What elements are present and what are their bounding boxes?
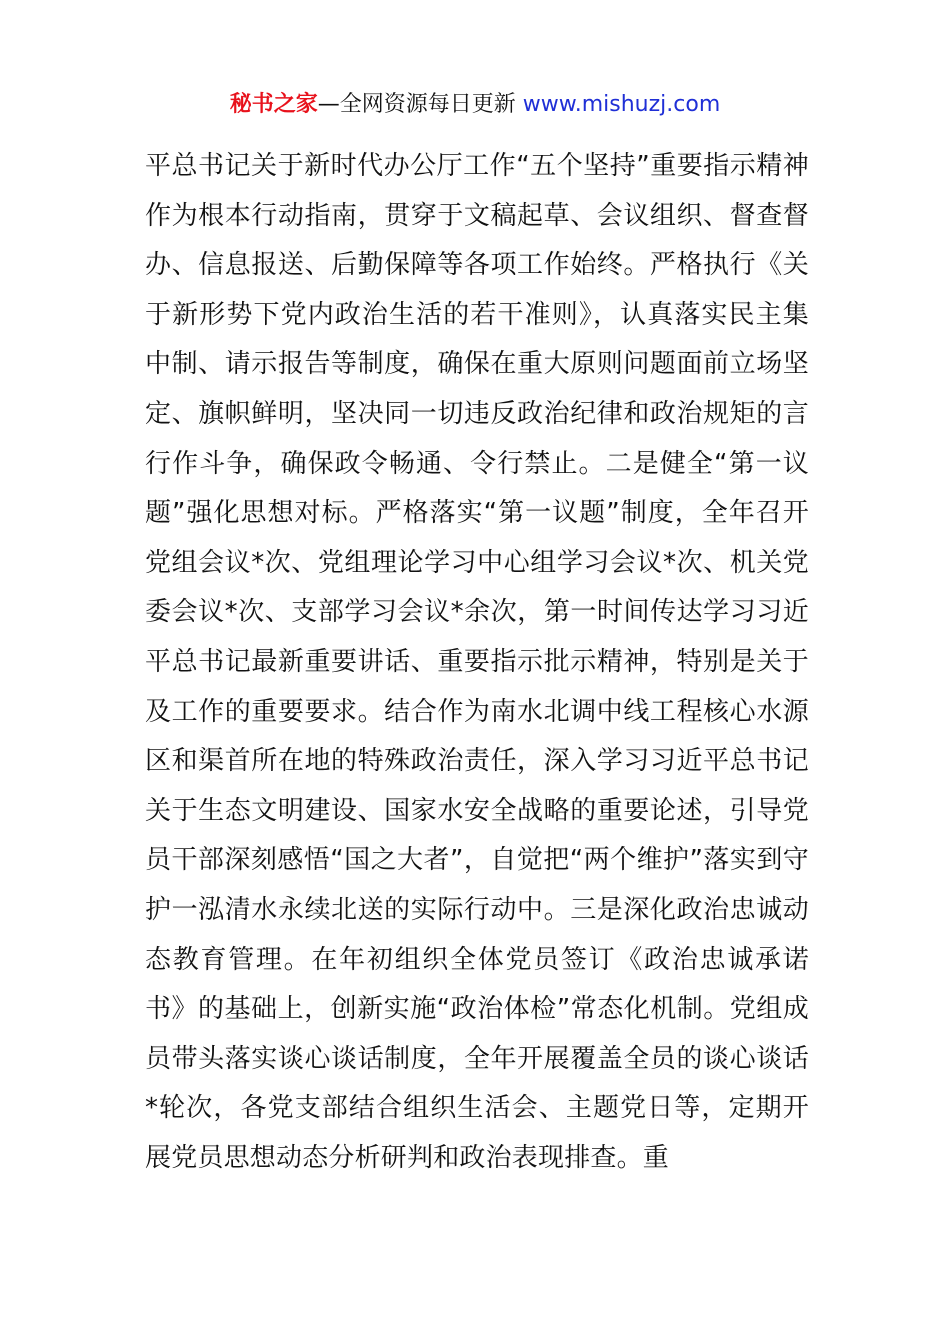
site-url-link[interactable]: www.mishuzj.com: [522, 92, 721, 117]
site-header: [0, 88, 950, 122]
document-body-paragraph: 平总书记关于新时代办公厅工作“五个坚持”重要指示精神作为根本行动指南，贯穿于文稿起草、会议组织、督查督办、信息报送、后勤保障等各项工作始终。严格执行《关于新形势下党内政治生活的若干准则》，认真落实民主集中制、请示报告等制度，确保在重大原则问题面前立场坚定、旗帜鲜明，坚决同一切违反政治纪律和政治规矩的言行作斗争，确保政令畅通、令行禁止。二是健全“第一议题”强化思想对标。严格落实“第一议题”制度，全年召开党组会议*次、党组理论学习中心组学习会议*次、机关党委会议*次、支部学习会议*余次，第一时间传达学习习近平总书记最新重要讲话、重要指示批示精神，特别是关于及工作的重要要求。结合作为南水北调中线工程核心水源区和渠首所在地的特殊政治责任，深入学习习近平总书记关于生态文明建设、国家水安全战略的重要论述，引导党员干部深刻感悟“国之大者”，自觉把“两个维护”落实到守护一泓清水永续北送的实际行动中。三是深化政治忠诚动态教育管理。在年初组织全体党员签订《政治忠诚承诺书》的基础上，创新实施“政治体检”常态化机制。党组成员带头落实谈心谈话制度，全年开展覆盖全员的谈心谈话*轮次，各党支部结合组织生活会、主题党日等，定期开展党员思想动态分析研判和政治表现排查。重: [145, 151, 809, 1173]
site-brand: 秘书之家: [229, 92, 318, 117]
site-slogan: —全网资源每日更新: [317, 92, 523, 117]
